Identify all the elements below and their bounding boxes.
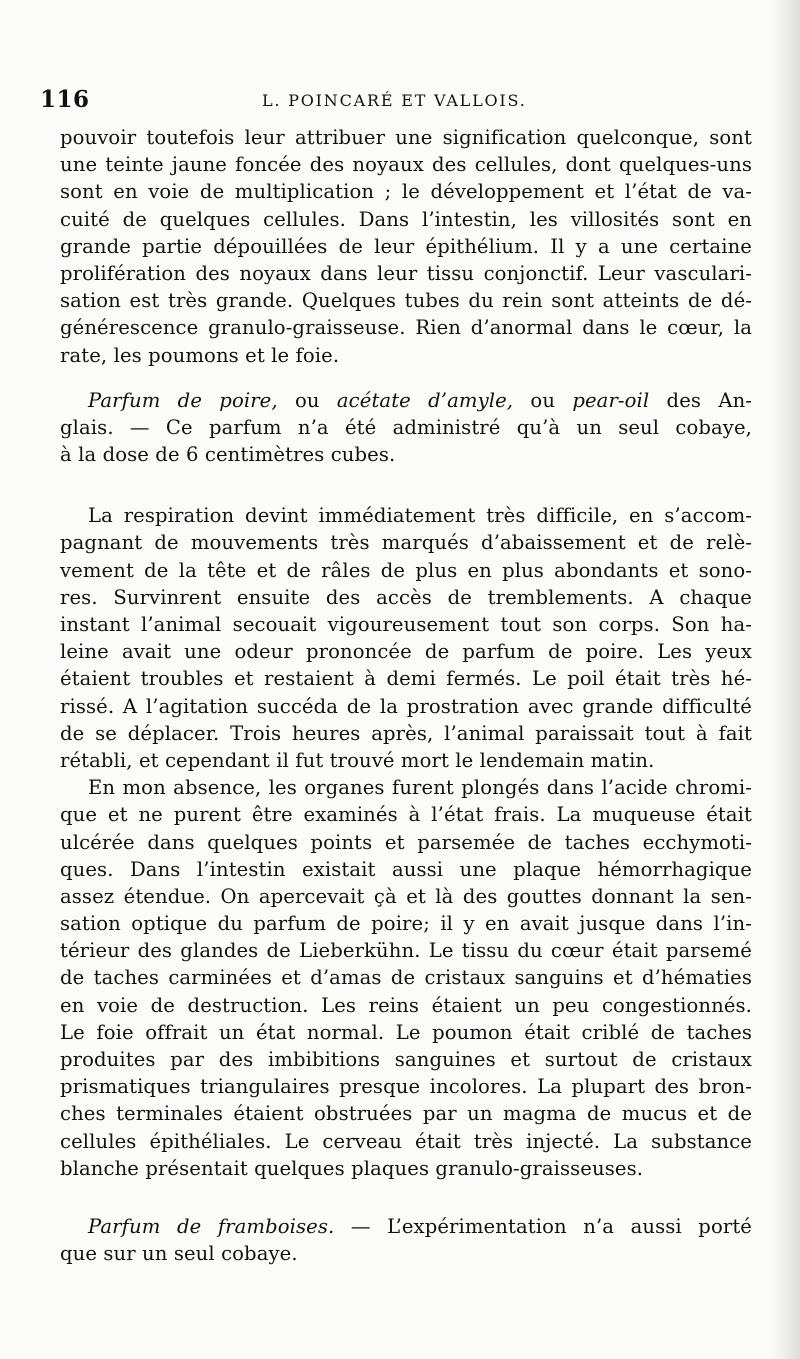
heading-text: des An- (649, 388, 753, 412)
text-line: une teinte jaune foncée des noyaux des cellules, dont quelques-uns (60, 153, 752, 177)
text-line: pagnant de mouvements très marqués d’abaissement et de relè- (60, 531, 752, 555)
page-number: 116 (40, 86, 90, 113)
heading-text: ou (277, 388, 337, 412)
text-line: étaient troubles et restaient à demi fermés. Le poil était très hé- (60, 667, 752, 691)
page-edge-shadow (770, 0, 800, 1359)
text-line: Le foie offrait un état normal. Le poumon était criblé de taches (60, 1020, 752, 1044)
text-line: de taches carminées et d’amas de cristaux sanguins et d’hématies (60, 966, 752, 990)
text-line: rissé. A l’agitation succéda de la prostration avec grande difficulté (60, 694, 752, 718)
text-line: cellules épithéliales. Le cerveau était très injecté. La substance (60, 1129, 752, 1153)
text-line: rétabli, et cependant il fut trouvé mort le lendemain matin. (60, 748, 655, 772)
text-line: produites par des imbibitions sanguines et surtout de cristaux (60, 1048, 752, 1071)
text-line: assez étendue. On apercevait çà et là des gouttes donnant la sen- (60, 884, 752, 908)
paragraph-4 (60, 774, 752, 1182)
paragraph-gap (60, 468, 752, 502)
text-line: à la dose de 6 centimètres cubes. (60, 443, 396, 467)
text-line: térieur des glandes de Lieberkühn. Le tissu du cœur était parsemé (60, 939, 752, 963)
text-line: prolifération des noyaux dans leur tissu conjonctif. Leur vasculari- (60, 261, 752, 285)
paragraph-gap (60, 369, 752, 387)
heading-italic: acétate d’amyle, (336, 388, 514, 412)
text-line: en voie de destruction. Les reins étaient un peu congestionnés. (60, 993, 752, 1017)
section-heading-line (60, 1213, 752, 1240)
heading-text: — L’expérimentation n’a aussi porté (334, 1214, 752, 1238)
text-line: leine avait une odeur prononcée de parfum de poire. Les yeux (60, 640, 752, 664)
running-head: L. POINCARÉ ET VALLOIS. (262, 91, 527, 110)
section-heading-line (60, 387, 752, 414)
text-line: pouvoir toutefois leur attribuer une signification quelconque, sont (60, 126, 752, 149)
text-line: cuité de quelques cellules. Dans l’intestin, les villosités sont en (60, 207, 752, 231)
paragraph-pear-perfume (60, 387, 752, 469)
body-text (60, 124, 752, 1267)
text-line: instant l’animal secouait vigoureusement tout son corps. Son ha- (60, 613, 752, 636)
heading-text: ou (513, 388, 573, 412)
heading-italic: pear-oil (572, 388, 650, 412)
heading-italic: Parfum de framboises. (88, 1214, 335, 1238)
paragraph-raspberry-perfume (60, 1213, 752, 1267)
text-line: rate, les poumons et le foie. (60, 343, 340, 367)
text-line: La respiration devint immédiatement très difficile, en s’accom- (88, 504, 752, 528)
text-line: grande partie dépouillées de leur épithélium. Il y a une certaine (60, 234, 752, 258)
text-line: blanche présentait quelques plaques granulo-graisseuses. (60, 1156, 644, 1180)
paragraph-gap (60, 1182, 752, 1213)
text-line: de se déplacer. Trois heures après, l’animal paraissait tout à fait (60, 721, 752, 745)
page-header (40, 86, 760, 116)
text-line: sation optique du parfum de poire; il y en avait jusque dans l’in- (60, 912, 752, 936)
text-line: prismatiques triangulaires presque incolores. La plupart des bron- (60, 1075, 752, 1099)
text-line: ulcérée dans quelques points et parsemée de taches ecchymoti- (60, 830, 752, 854)
text-line: que sur un seul cobaye. (60, 1242, 298, 1266)
text-line: que et ne purent être examinés à l’état frais. La muqueuse était (60, 803, 752, 827)
text-line: ches terminales étaient obstruées par un magma de mucus et de (60, 1102, 752, 1126)
text-line: sont en voie de multiplication ; le développement et l’état de va- (60, 180, 752, 204)
text-line: vement de la tête et de râles de plus en plus abondants et sono- (60, 558, 752, 582)
text-line: ques. Dans l’intestin existait aussi une plaque hémorrhagique (60, 857, 752, 881)
heading-italic: Parfum de poire, (88, 388, 278, 412)
paragraph-3 (60, 502, 752, 774)
text-line: générescence granulo-graisseuse. Rien d’anormal dans le cœur, la (60, 316, 752, 340)
text-line: glais. — Ce parfum n’a été administré qu’à un seul cobaye, (60, 415, 752, 439)
text-line: sation est très grande. Quelques tubes du rein sont atteints de dé- (60, 289, 752, 313)
text-line: En mon absence, les organes furent plongés dans l’acide chromi- (88, 776, 752, 800)
paragraph-1 (60, 124, 752, 369)
text-line: res. Survinrent ensuite des accès de tremblements. A chaque (60, 585, 752, 609)
